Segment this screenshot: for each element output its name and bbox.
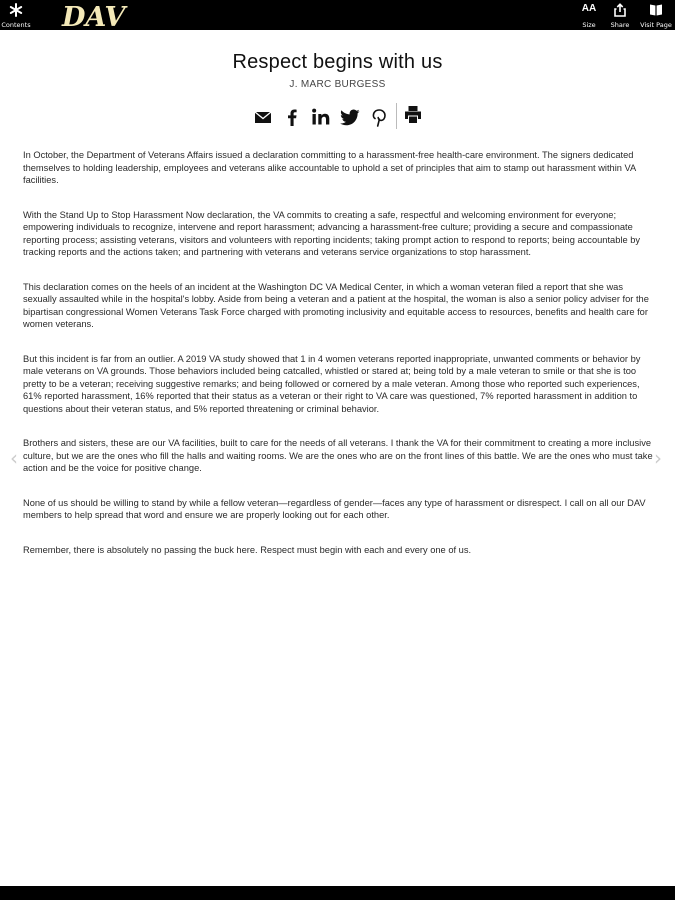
twitter-share-button[interactable]	[339, 106, 361, 128]
article-paragraph: None of us should be willing to stand by while a fellow veteran—regardless of gender—faces any type of harassment or disrespect. I call on all our DAV members to help spread that word and ensure we are properly looking out for each other.	[23, 497, 646, 520]
share-bar	[252, 103, 427, 129]
printer-icon	[402, 104, 424, 126]
facebook-share-button[interactable]	[281, 106, 303, 128]
text-size-icon: AA	[581, 3, 597, 14]
twitter-icon	[339, 106, 361, 128]
logo-text: DAV	[62, 2, 126, 29]
share-icon	[614, 3, 627, 17]
contents-label: Contents	[1, 21, 31, 29]
book-icon	[649, 3, 663, 16]
linkedin-share-button[interactable]	[310, 106, 332, 128]
size-button[interactable]	[578, 0, 600, 30]
article-title: Respect begins with us	[232, 51, 443, 73]
asterisk-icon	[9, 3, 23, 17]
contents-button[interactable]	[0, 0, 32, 30]
article-body	[23, 149, 655, 578]
article-author: J. MARC BURGESS	[289, 79, 386, 90]
pinterest-icon	[368, 106, 390, 128]
article-paragraph: Brothers and sisters, these are our VA facilities, built to care for the needs of all veterans. I thank the VA for their commitment to creating a more inclusive culture, but we are the ones who fill the halls and waiting rooms. We are the ones who are on the front lines of this battle. We are the ones who must take action and be the voice for positive change.	[23, 438, 653, 473]
share-label: Share	[610, 21, 630, 29]
visit-page-button[interactable]	[639, 0, 673, 30]
dav-logo	[60, 1, 140, 29]
article-paragraph: This declaration comes on the heels of an incident at the Washington DC VA Medical Center, in which a woman veteran filed a report that she was sexually assaulted while in the hospital's lobby. Aside from being a veteran and a patient at the hospital, the woman is also a senior policy adviser for the bipartisan congressional Women Veterans Task Force charged with promoting inclusivity and equitable access to resources, benefits and health care for women veterans.	[23, 281, 649, 329]
article-paragraph: In October, the Department of Veterans Affairs issued a declaration committing to a harassment-free health-care environment. The signers dedicated themselves to holding leadership, employees and veterans alike accountable to uphold a set of principles that aim to stamp out harassment within VA facilities.	[23, 150, 636, 185]
facebook-icon	[281, 106, 303, 128]
share-divider	[396, 103, 397, 129]
visit-page-label: Visit Page	[640, 21, 672, 29]
article-paragraph: Remember, there is absolutely no passing the buck here. Respect must begin with each and every one of us.	[23, 544, 472, 555]
linkedin-icon	[310, 106, 332, 128]
size-label: Size	[582, 21, 596, 29]
email-icon	[252, 106, 274, 128]
email-share-button[interactable]	[252, 106, 274, 128]
top-toolbar	[0, 0, 675, 30]
article-paragraph: But this incident is far from an outlier. A 2019 VA study showed that 1 in 4 women veterans reported inappropriate, unwanted comments or behavior by male veterans on VA grounds. Those behaviors included being catcalled, whistled or stared at; being told by a male veteran to smile or that she is too pretty to be a veteran; receiving suggestive remarks; and being followed or cornered by a male veteran. Among those who reported such experiences, 61% reported harassment, 16% reported that their status as a veteran or their right to VA care was questioned, 7% reported harassment in addition to questions about their veteran status, and 5% reported threatening or criminal behavior.	[23, 353, 641, 414]
next-page-arrow[interactable]: ›	[654, 446, 662, 470]
article-paragraph: With the Stand Up to Stop Harassment Now declaration, the VA commits to creating a safe, respectful and welcoming environment for everyone; empowering individuals to recognize, intervene and report harassment; advancing a harassment-free culture; providing a secure and compassionate reporting process; assisting veterans, visitors and volunteers with reporting incidents; taking prompt action to respond to reports; being accountable by tracking reports and the actions taken; and partnering with veterans and veterans service organizations to stop harassment.	[23, 209, 641, 257]
share-button[interactable]	[607, 0, 633, 30]
previous-page-arrow[interactable]: ‹	[10, 446, 18, 470]
print-button[interactable]	[402, 104, 424, 126]
pinterest-share-button[interactable]	[368, 106, 390, 128]
bottom-bar	[0, 886, 675, 900]
